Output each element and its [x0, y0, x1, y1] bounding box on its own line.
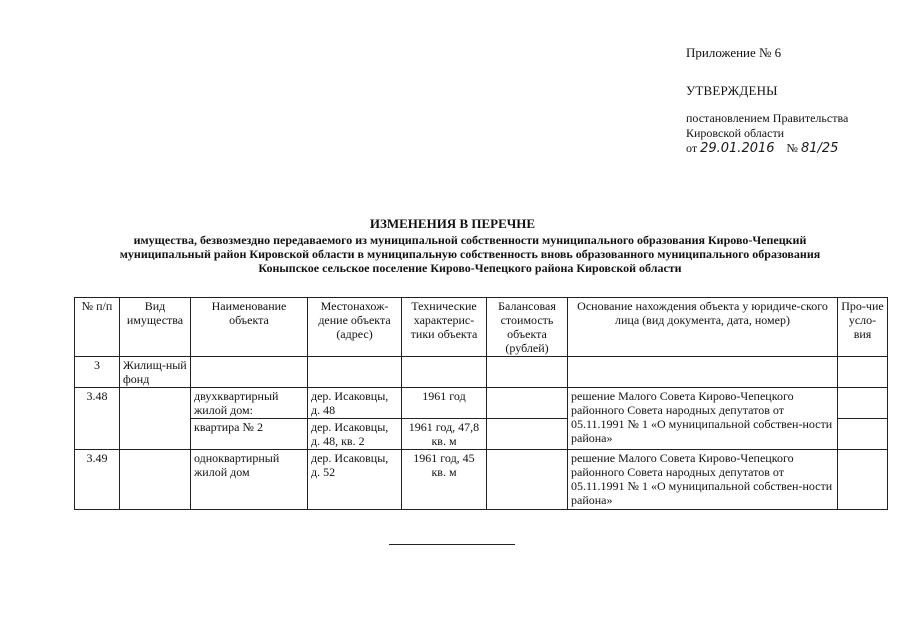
table-header-row: [75, 298, 888, 357]
footer-divider: [389, 544, 515, 545]
header-book-value: Балансовая стоимость объекта (рублей): [487, 298, 568, 357]
cell-number: 3.49: [75, 450, 120, 510]
cell-object-name: [191, 357, 308, 388]
cell-property-type: [120, 450, 191, 510]
table-row: [75, 357, 888, 388]
cell-technical-specs: 1961 год, 47,8 кв. м: [402, 419, 487, 450]
header-basis: Основание нахождения объекта у юридиче-ского лица (вид документа, дата, номер): [568, 298, 838, 357]
cell-technical-specs: 1961 год, 45 кв. м: [402, 450, 487, 510]
cell-other-conditions: [838, 419, 888, 450]
document-title: ИЗМЕНЕНИЯ В ПЕРЕЧНЕ: [369, 216, 536, 231]
cell-location: дер. Исаковцы, д. 48: [308, 388, 402, 419]
handwritten-number: 81/25: [800, 141, 839, 156]
cell-object-name: квартира № 2: [191, 419, 308, 450]
cell-other-conditions: [838, 388, 888, 419]
cell-basis: решение Малого Совета Кирово-Чепецкого районного Совета народных депутатов от 05.11.1991 № 1 «О муниципальной собствен-ности района»: [568, 388, 838, 450]
document-subtitle: имущества, безвозмездно передаваемого из муниципальной собственности муниципального образования Кирово-Чепецкий муниципальный район Кировской области в муниципальную собственность вновь образованного муниципального образования Коныпское сельское поселение Кирово-Чепецкого района Кировской области: [119, 233, 821, 275]
header-location: Местонахож-дение объекта (адрес): [308, 298, 402, 357]
decree-date-line: [686, 141, 848, 156]
cell-location: [308, 357, 402, 388]
cell-book-value: [487, 388, 568, 419]
cell-basis: решение Малого Совета Кирово-Чепецкого районного Совета народных депутатов от 05.11.1991 № 1 «О муниципальной собствен-ности района»: [568, 450, 838, 510]
cell-number: 3.48: [75, 388, 120, 450]
decree-block: [686, 111, 848, 156]
table-row: [75, 388, 888, 419]
cell-location: дер. Исаковцы, д. 48, кв. 2: [308, 419, 402, 450]
cell-property-type: Жилищ-ный фонд: [120, 357, 191, 388]
cell-object-name: одноквартирный жилой дом: [191, 450, 308, 510]
cell-technical-specs: 1961 год: [402, 388, 487, 419]
cell-technical-specs: [402, 357, 487, 388]
decree-line-1: постановлением Правительства: [686, 111, 849, 125]
decree-line-2: Кировской области: [686, 126, 785, 140]
table-row: [75, 450, 888, 510]
property-table: [74, 297, 888, 510]
handwritten-date: 29.01.2016: [700, 141, 775, 156]
cell-number: 3: [75, 357, 120, 388]
cell-other-conditions: [838, 357, 888, 388]
approved-label: УТВЕРЖДЕНЫ: [686, 83, 778, 98]
cell-book-value: [487, 357, 568, 388]
cell-object-name: двухквартирный жилой дом:: [191, 388, 308, 419]
cell-book-value: [487, 419, 568, 450]
date-prefix: от: [686, 141, 698, 155]
header-object-name: Наименование объекта: [191, 298, 308, 357]
header-number: № п/п: [75, 298, 120, 357]
header-technical-specs: Технические характерис-тики объекта: [402, 298, 487, 357]
appendix-number: Приложение № 6: [686, 45, 782, 60]
header-other-conditions: Про-чие усло-вия: [838, 298, 888, 357]
cell-other-conditions: [838, 450, 888, 510]
number-prefix: №: [786, 141, 798, 155]
header-property-type: Вид имущества: [120, 298, 191, 357]
cell-property-type: [120, 388, 191, 450]
cell-basis: [568, 357, 838, 388]
cell-location: дер. Исаковцы, д. 52: [308, 450, 402, 510]
cell-book-value: [487, 450, 568, 510]
